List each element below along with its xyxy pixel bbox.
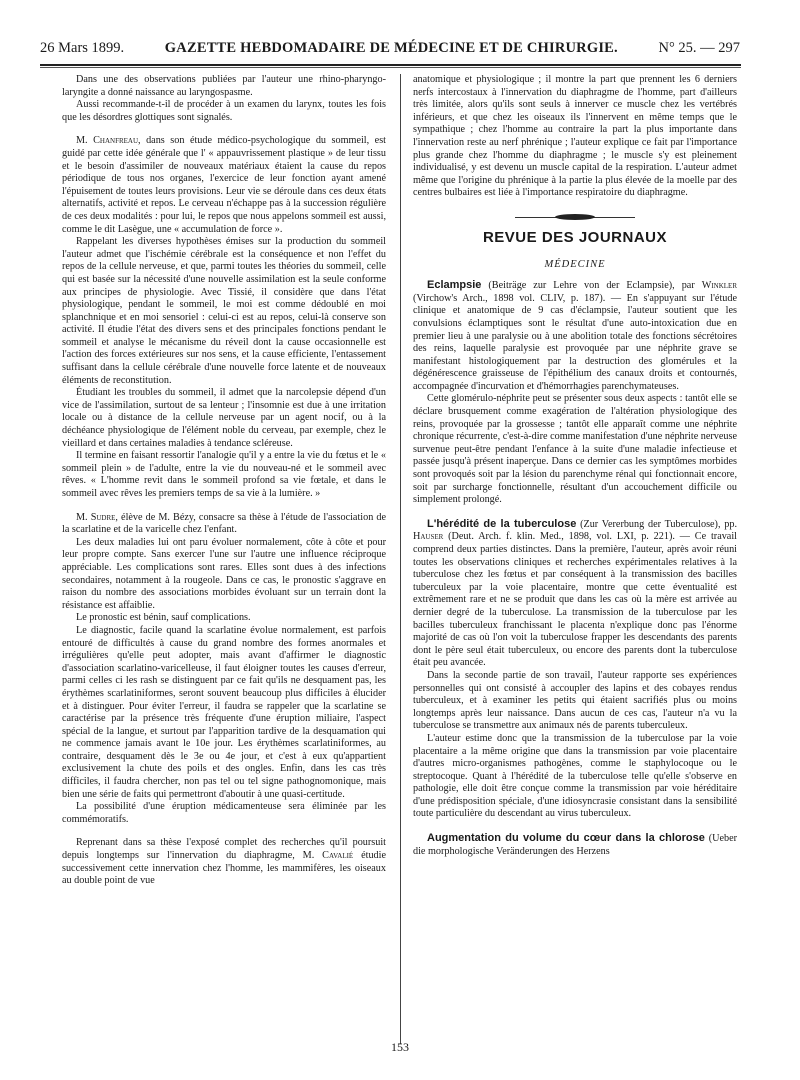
article-text: (Deut. Arch. f. klin. Med., 1898, vol. LXI, p. 221). — Ce travail comprend deux parties distinctes. Dans la première, l'auteur, après avoir réuni toutes les observations cliniques et recherches expérimentales relatives à la tuberculose chez les fœtus et par conséquent à la transmission des bacilles tuberculeux par la voie placentaire, montre que cette éventualité est extrêmement rare et ne se produit que dans les cas où la mère est arrivée au dernier degré de la tuberculose. La transmission de la tuberculose par les bacilles tuberculeux franchissant le placenta n'explique donc pas l'énorme majorité de cas où l'on voit la tuberculose frapper les descendants des parents dont le père seul était tuberculeux, ou encore des parents dont la tuberculose était peu avancée. (413, 531, 737, 669)
article-source: (Zur Vererbung der Tuberculose), pp. (576, 518, 738, 530)
paragraph (62, 837, 386, 887)
right-column (413, 74, 737, 858)
paragraph-text: dans son étude médico-psychologique du sommeil, est guidé par cette idée générale que l' « appauvrissement plastique » de leur tissu et le besoin d'assimiler de nouveaux matériaux étaient la cause du repos périodique de tous nos organes, l'exercice de leur fonction ayant amené l'épuisement de toutes leurs provisions. Leur vie se déroule dans ces deux états alternatifs, activité et repos. Le cerveau n'échappe pas à la succession régulière de ces deux modalités : pour lui, le repos que nous appelons sommeil est aussi, comme le dit Lasègue, une « accumulation de force ». (62, 135, 386, 235)
author-name: M. Chanfreau, (76, 135, 141, 147)
subsection-title: MÉDECINE (544, 258, 606, 270)
section-title: REVUE DES JOURNAUX (482, 228, 668, 246)
paragraph: Cette glomérulo-néphrite peut se présenter sous deux aspects : tantôt elle se déclare brusquement comme exagération de l'altération physiologique des reins, provoquée par la grossesse ; tantôt elle apparaît comme une néphrite chronique récurrente, c'est-à-dire comme manifestation d'une néphrite nerveuse survenue peut-être pendant l'enfance à la suite d'une maladie infectieuse et passée jusqu'à présent inaperçue. Dans ce dernier cas les symptômes morbides sont provoqués soit par la lésion du parenchyme rénal qui fonctionnait encore, soit par surcharge fonctionnelle, résultant d'un accouchement difficile ou simplement prolongé. (413, 393, 737, 506)
article (413, 832, 737, 858)
left-column (62, 74, 386, 888)
paragraph: Rappelant les diverses hypothèses émises sur la production du sommeil l'auteur admet que l'ischémie cérébrale est la conséquence et non l'effet du repos de la cellule nerveuse, et que, parmi toutes les théories du sommeil, celle qui est basée sur la nécessité d'une nouvelle assimilation est la seule conforme aux principes de physiologie. Avec Tissié, il considère que dans l'état physiologique, pendant le sommeil, le moi est comme dédoublé en moi splanchnique et en moi sensoriel : celui-ci est au repos, celui-là conserve son activité. Il étudie l'état des divers sens et des principales fonctions pendant le sommeil et analyse le mécanisme du réveil dont la cause occasionnelle est l'action des forces extérieures sur nos sens, et la cause efficiente, l'entassement suffisant dans la cellule cérébrale d'une nouvelle force latente et de nouveaux éléments de reconstitution. (62, 236, 386, 386)
article-heading: Augmentation du volume du cœur dans la chlorose (427, 832, 705, 845)
header-rule (40, 64, 741, 66)
paragraph-text: Reprenant dans sa thèse l'exposé complet des recherches qu'il poursuit depuis longtemps sur l'innervation du diaphragme, M. (62, 837, 386, 862)
page-number: 153 (391, 1040, 409, 1054)
column-divider (400, 74, 401, 1044)
article-text: (Virchow's Arch., 1898 vol. CLIV, p. 187). — En s'appuyant sur l'étude clinique et anatomique de 9 cas d'éclampsie, l'auteur soutient que les convulsions éclamptiques sont le résultat d'une auto-intoxication due en premier lieu à une paralysie ou à une abolition totale des fonctions sécrétoires des reins, laquelle paralysie est provoquée par une néphrite grave se manifestant histologiquement par la destruction des glomérules et la dégénérescence graisseuse de l'épithélium des canaux droits et contournés, accompagnée d'incurvation et d'hémorrhagies parenchymateuses. (413, 292, 737, 392)
page-header (40, 40, 740, 62)
author-name: Cavalié (322, 850, 354, 862)
author-name: M. Sudre, (76, 511, 118, 523)
header-rule-thin (40, 67, 741, 68)
paragraph: Aussi recommande-t-il de procéder à un examen du larynx, toutes les fois que les désordres glottiques sont signalés. (62, 99, 386, 123)
article (413, 518, 737, 670)
author-name: Winkler (701, 280, 737, 292)
paragraph-text: élève de M. Bézy, consacre sa thèse à l'étude de l'association de la scarlatine et de la varicelle chez l'enfant. (62, 511, 386, 536)
paragraph: Les deux maladies lui ont paru évoluer normalement, côte à côte et pour leur propre compte. Sans exercer l'une sur l'autre une influence réciproque appréciable. Les complications sont rares. Elles sont dues à des infections secondaires, notamment à la rougeole. Dans ce cas, le pronostic s'aggrave en raison du nombre des associations morbides évoluant sur un terrain dont la résistance est affaiblie. (62, 536, 386, 611)
paragraph-text: étudie successivement cette innervation chez l'homme, les mammifères, les oiseaux au double point de vue (62, 850, 386, 887)
paragraph: Le diagnostic, facile quand la scarlatine évolue normalement, est parfois entouré de difficultés à cause du grand nombre des formes anormales et irrégulières qu'elle peut adopter, mais avant d'affirmer le diagnostic d'association scarlatino-varicelleuse, il faut éloigner toutes les causes d'erreur, parmi celles ci les rash se distinguent par ce fait qu'ils ne desquament pas, les érythèmes scarlatiniformes, seront souvent beaucoup plus difficiles à élucider et à distinguer. Pour éviter l'erreur, il faudra se rappeler que la scarlatine se caractérise par la présence très fréquente d'une éruption miliaire, l'aspect spécial de la langue, et surtout par l'apparition tardive de la desquamation qui ne commence jamais avant le 10e jour. Les érythèmes scarlatiniformes, au contraire, desquament dès le 3e ou 4e jour, et c'est à eux qu'appartient exclusivement la chute des poils et des ongles. Enfin, dans les cas très difficiles, il faudra chercher, non pas tel ou tel signe pathognomonique, mais bien une série de faits qui permettront d'aboutir à une quasi-certitude. (62, 624, 386, 800)
paragraph (62, 135, 386, 236)
article-source: (Ueber die morphologische Veränderungen des Herzens (413, 833, 737, 857)
paragraph: L'auteur estime donc que la transmission de la tuberculose par la voie placentaire a la même origine que dans la transmission par voie placentaire d'autres micro-organismes pathogènes, comme le staphylocoque ou le streptocoque. Quant à l'hérédité de la tuberculose telle qu'elle s'observe en pathologie, elle doit être conçue comme la transmission par voie héréditaire d'une prédisposition spéciale, d'une idiosyncrasie consistant dans la sensibilité toute particulière du descendant au virus tuberculeux. (413, 732, 737, 820)
paragraph: La possibilité d'une éruption médicamenteuse sera éliminée par les commémoratifs. (62, 801, 386, 825)
journal-title: GAZETTE HEBDOMADAIRE DE MÉDECINE ET DE CHIRURGIE. (164, 40, 618, 56)
paragraph: Dans la seconde partie de son travail, l'auteur rapporte ses expériences personnelles qui ont consisté à accoupler des lapins et des cobayes rendus tuberculeux, et à examiner les petits qui étaient sacrifiés plus ou moins longtemps après leur naissance. Dans aucun de ces cas, l'auteur n'a vu la tuberculose se transmettre aux animaux nés de parents tuberculeux. (413, 669, 737, 732)
article-heading: Eclampsie (427, 279, 482, 292)
paragraph: anatomique et physiologique ; il montre la part que prennent les 6 derniers nerfs intercostaux à l'innervation du diaphragme de l'homme, part d'ailleurs très limitée, alors qu'ils sont seuls à innerver ce muscle chez les vertébrés inférieurs, et que chez les oiseaux ils l'innervent en même temps que le sympathique ; chez l'homme au contraire la part la plus importante dans l'innervation reste au nerf phrénique ; l'auteur explique ce fait par l'importance plus grande chez l'homme du diaphragme ; le muscle s'y est pleinement individualisé, y est devenu un muscle capital de la respiration. L'auteur admet même que l'origine du phrénique à la partie la plus élevée de la moelle par des centres bulbaires est liée à l'importance respiratoire du diaphragme. (413, 74, 737, 199)
article (413, 279, 737, 393)
article-heading: L'hérédité de la tuberculose (427, 517, 577, 530)
article-source: (Beiträge zur Lehre von der Eclampsie), par (481, 280, 702, 292)
paragraph: Dans une des observations publiées par l'auteur une rhino-pharyngo-laryngite a donné naissance au laryngospasme. (62, 74, 386, 98)
paragraph: Le pronostic est bénin, sauf complications. (76, 612, 251, 624)
paragraph: Il termine en faisant ressortir l'analogie qu'il y a entre la vie du fœtus et le « sommeil plein » de l'adulte, entre la vie du nouveau-né et le sommeil avec rêves. « L'homme revit dans le sommeil profond sa vie fœtale, et dans le sommeil avec rêves les premiers temps de sa vie à la lumière. » (62, 450, 386, 499)
author-name: Hauser (413, 531, 444, 543)
header-date: 26 Mars 1899. (40, 40, 125, 56)
paragraph: Étudiant les troubles du sommeil, il admet que la narcolepsie dépend d'un vice de l'assimilation, surtout de sa lenteur ; l'insomnie est due à une irritation locale ou à distance de la cellule nerveuse par un agent nocif, ou à la déchéance physiologique de l'élément noble du cerveau, par exemple, chez le vieillard et dans certaines maladies à tendance scléreuse. (62, 387, 386, 449)
ornament-divider (515, 214, 635, 222)
paragraph (62, 512, 386, 537)
header-number: N° 25. — 297 (658, 40, 740, 56)
